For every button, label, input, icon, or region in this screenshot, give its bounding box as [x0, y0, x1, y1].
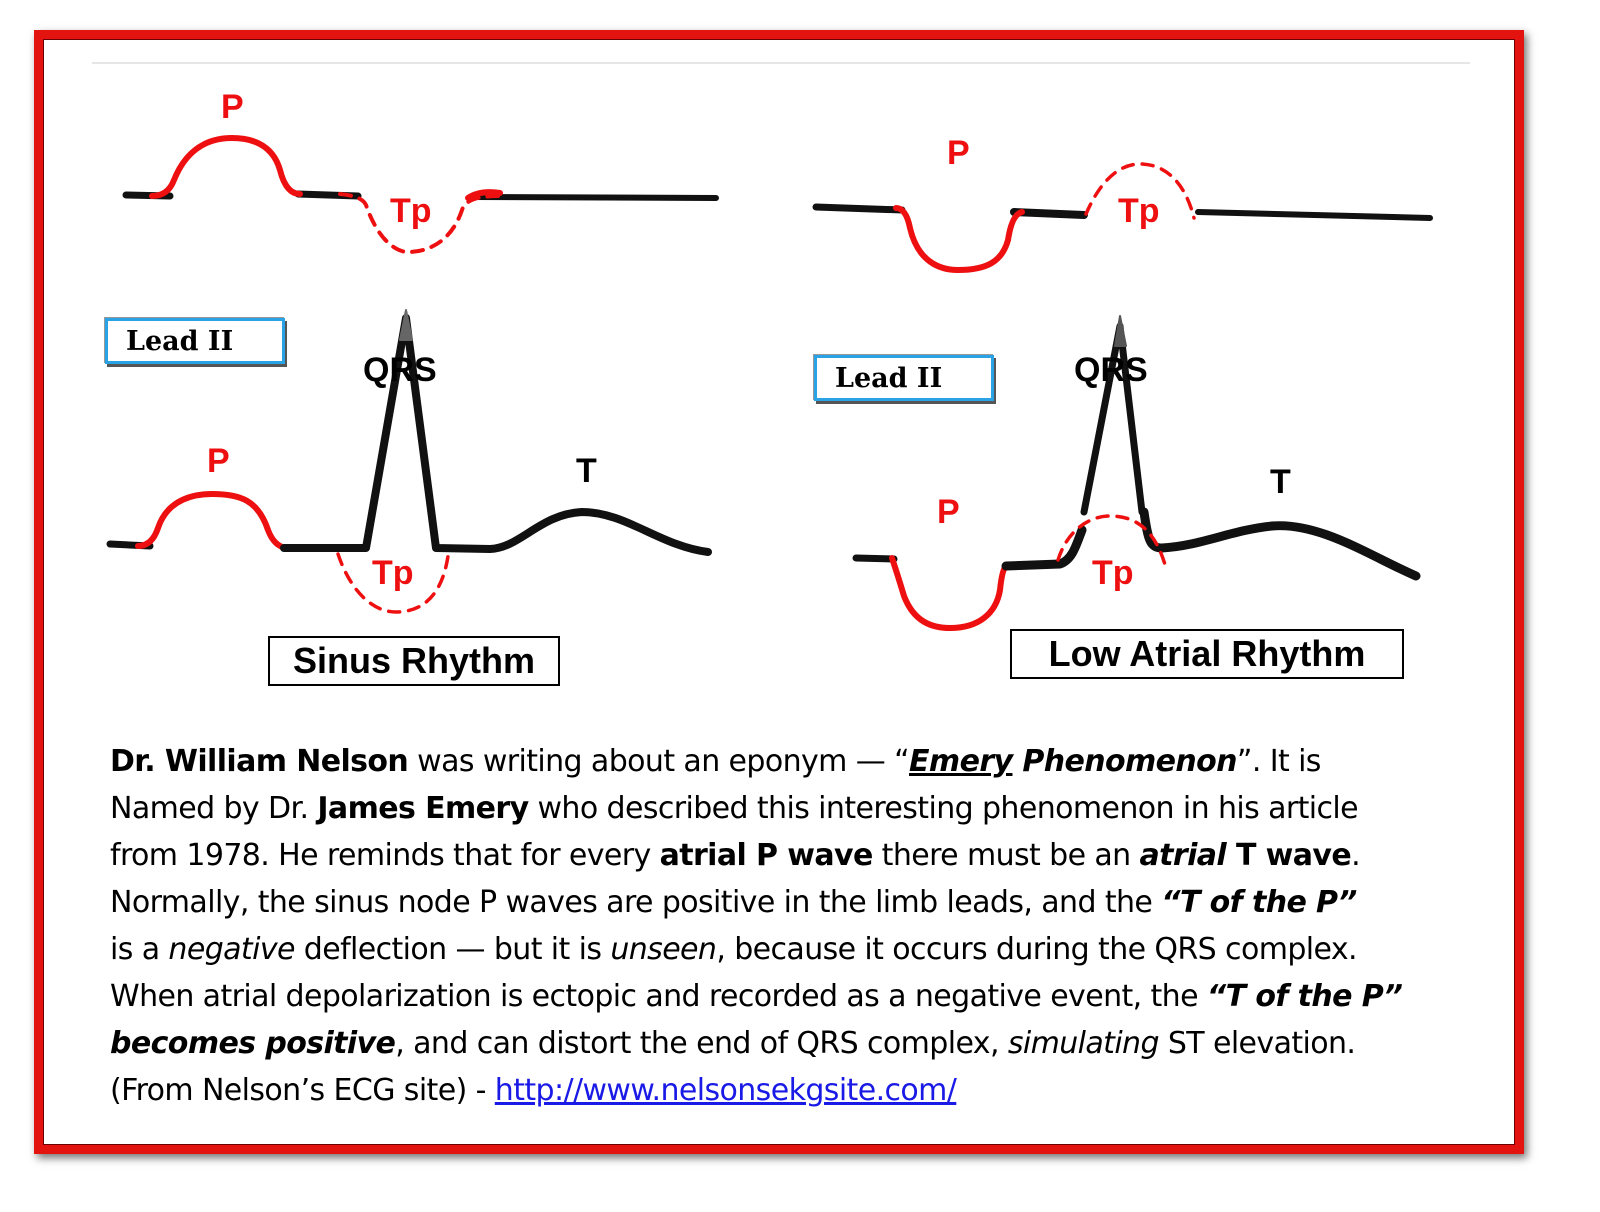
caption-text: is a	[110, 932, 169, 967]
caption-text: (From Nelson’s ECG site) -	[110, 1073, 495, 1108]
sinus-rhythm-title: Sinus Rhythm	[268, 636, 560, 686]
low-atrial-lead-ii-label: Lead II	[814, 355, 994, 401]
caption-text: from 1978. He reminds that for every	[110, 838, 660, 873]
caption-text: ST elevation.	[1158, 1026, 1356, 1061]
t-of-p-term-2: “T of the P”	[1206, 979, 1403, 1014]
caption-paragraph	[110, 738, 1510, 1114]
low-bottom-tp-label: Tp	[1092, 554, 1134, 592]
low-bottom-p-wave	[892, 558, 1006, 628]
low-bottom-baseline	[856, 558, 894, 559]
sinus-t-label: T	[576, 452, 597, 490]
caption-line-8	[110, 1067, 1510, 1114]
simulating-term: simulating	[1007, 1026, 1159, 1061]
caption-line-7	[110, 1020, 1510, 1067]
caption-text: Named by Dr.	[110, 791, 318, 826]
eponym-emery: Emery	[909, 744, 1013, 779]
james-emery: James Emery	[317, 791, 529, 826]
low-top-p-label: P	[947, 134, 970, 172]
sinus-top-p-wave	[152, 138, 300, 196]
caption-text: ”. It is	[1236, 744, 1321, 779]
low-qrs-label: QRS	[1074, 351, 1148, 389]
author-name: Dr. William Nelson	[110, 744, 409, 779]
caption-text: there must be an	[872, 838, 1140, 873]
sinus-bottom-p-label: P	[207, 442, 230, 480]
caption-text: Normally, the sinus node P waves are positive in the limb leads, and the	[110, 885, 1162, 920]
sinus-top-baseline-3	[470, 197, 716, 198]
caption-line-4	[110, 879, 1510, 926]
caption-line-5	[110, 926, 1510, 973]
caption-line-2	[110, 785, 1510, 832]
low-top-tp-label: Tp	[1118, 192, 1160, 230]
atrial-p-wave-term: atrial P wave	[659, 838, 873, 873]
low-qrs-peak	[1115, 316, 1126, 346]
sinus-top-p-label: P	[221, 88, 244, 126]
atrial-term: atrial	[1139, 838, 1227, 873]
nelson-ecg-site-link[interactable]: http://www.nelsonsekgsite.com/	[494, 1073, 957, 1108]
caption-line-3	[110, 832, 1510, 879]
caption-text: .	[1351, 838, 1361, 873]
caption-line-6	[110, 973, 1510, 1020]
eponym-phenomenon: Phenomenon	[1012, 744, 1237, 779]
caption-text: was writing about an eponym — “	[408, 744, 910, 779]
sinus-bottom-p-wave	[138, 494, 286, 548]
low-bottom-t-wave	[1144, 512, 1416, 576]
becomes-positive-term: becomes positive	[110, 1026, 396, 1061]
low-top-p-wave	[896, 208, 1022, 270]
low-bottom-p-label: P	[937, 493, 960, 531]
negative-term: negative	[168, 932, 295, 967]
sinus-bottom-tp-label: Tp	[372, 554, 414, 592]
sinus-lead-ii-label: Lead II	[105, 318, 285, 364]
sinus-qrs-label: QRS	[363, 351, 437, 389]
t-wave-term: T wave	[1226, 838, 1352, 873]
caption-text: who described this interesting phenomenon in his article	[528, 791, 1358, 826]
low-top-baseline-3	[1198, 212, 1430, 218]
low-t-label: T	[1270, 463, 1291, 501]
caption-text: , and can distort the end of QRS complex,	[395, 1026, 1008, 1061]
caption-text: , because it occurs during the QRS complex.	[716, 932, 1357, 967]
t-of-p-term: “T of the P”	[1161, 885, 1357, 920]
caption-text: deflection — but it is	[294, 932, 611, 967]
sinus-top-tp-label: Tp	[390, 192, 432, 230]
caption-text: When atrial depolarization is ectopic and recorded as a negative event, the	[110, 979, 1207, 1014]
unseen-term: unseen	[610, 932, 717, 967]
low-atrial-rhythm-title: Low Atrial Rhythm	[1010, 629, 1404, 679]
sinus-bottom-qrs	[284, 318, 708, 552]
low-top-baseline	[816, 207, 902, 210]
caption-line-1	[110, 738, 1510, 785]
